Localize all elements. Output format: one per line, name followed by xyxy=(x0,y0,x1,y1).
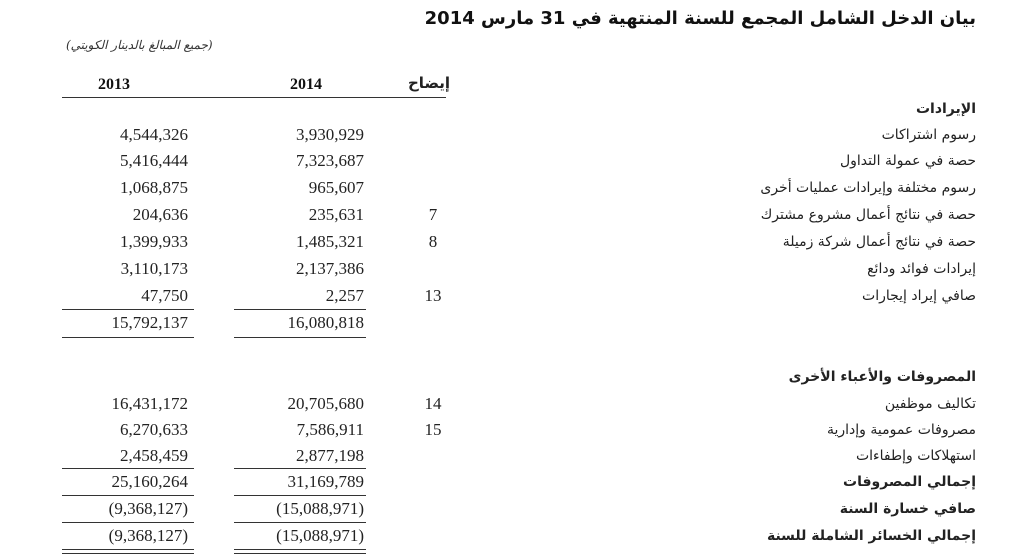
note-ref: 14 xyxy=(424,394,442,413)
total-2014: (15,088,971) xyxy=(276,526,364,545)
currency-note: (جميع المبالغ بالدينار الكويتي) xyxy=(66,38,213,52)
table-row xyxy=(0,443,1024,469)
section-revenues xyxy=(0,96,1024,122)
value-2013: 6,270,633 xyxy=(120,420,188,439)
table-row xyxy=(0,283,1024,309)
row-label: صافي إيراد إيجارات xyxy=(862,288,976,304)
row-label: تكاليف موظفين xyxy=(884,396,976,412)
revenue-total-2013: 15,792,137 xyxy=(111,313,188,332)
value-2014: 2,257 xyxy=(325,286,364,305)
revenue-total-row xyxy=(0,310,1024,336)
double-rule-2013 xyxy=(62,549,194,554)
total-row xyxy=(0,496,1024,522)
total-label: إجمالي الخسائر الشاملة للسنة xyxy=(766,528,976,544)
value-2013: 47,750 xyxy=(141,286,188,305)
row-label: إيرادات فوائد ودائع xyxy=(867,261,976,277)
table-row xyxy=(0,148,1024,174)
row-label: مصروفات عمومية وإدارية xyxy=(826,422,976,438)
value-2013: 16,431,172 xyxy=(111,394,188,413)
value-2014: 3,930,929 xyxy=(296,125,364,144)
row-label: حصة في عمولة التداول xyxy=(839,153,976,169)
row-label: رسوم مختلفة وإيرادات عمليات أخرى xyxy=(760,180,976,196)
total-row xyxy=(0,523,1024,549)
header-2013: 2013 xyxy=(98,76,130,93)
total-rule-2013 xyxy=(62,337,194,338)
table-row xyxy=(0,229,1024,255)
double-rule-2014 xyxy=(234,549,366,554)
table-row xyxy=(0,391,1024,417)
table-row xyxy=(0,122,1024,148)
note-ref: 7 xyxy=(428,205,438,224)
header-2014: 2014 xyxy=(290,76,322,93)
total-row xyxy=(0,469,1024,495)
total-2013: (9,368,127) xyxy=(108,526,188,545)
value-2013: 1,399,933 xyxy=(120,232,188,251)
section-expenses-label: المصروفات والأعباء الأخرى xyxy=(788,369,976,385)
note-ref: 15 xyxy=(424,420,442,439)
total-2013: (9,368,127) xyxy=(108,499,188,518)
revenue-total-2014: 16,080,818 xyxy=(287,313,364,332)
value-2013: 5,416,444 xyxy=(120,151,188,170)
value-2013: 3,110,173 xyxy=(120,259,188,278)
value-2013: 1,068,875 xyxy=(120,178,188,197)
section-expenses xyxy=(0,364,1024,390)
value-2013: 2,458,459 xyxy=(120,446,188,465)
row-label: حصة في نتائج أعمال شركة زميلة xyxy=(782,234,976,250)
table-row xyxy=(0,175,1024,201)
value-2014: 965,607 xyxy=(308,178,364,197)
value-2014: 2,877,198 xyxy=(296,446,364,465)
value-2014: 2,137,386 xyxy=(296,259,364,278)
total-2014: 31,169,789 xyxy=(287,472,364,491)
total-2014: (15,088,971) xyxy=(276,499,364,518)
value-2013: 204,636 xyxy=(132,205,188,224)
note-ref: 8 xyxy=(428,232,438,251)
table-row xyxy=(0,417,1024,443)
total-label: إجمالي المصروفات xyxy=(843,474,976,490)
total-label: صافي خسارة السنة xyxy=(839,501,976,517)
total-rule-2014 xyxy=(234,337,366,338)
row-label: حصة في نتائج أعمال مشروع مشترك xyxy=(760,207,976,223)
row-label: رسوم اشتراكات xyxy=(881,127,976,143)
table-row xyxy=(0,256,1024,282)
value-2014: 7,586,911 xyxy=(296,420,364,439)
value-2013: 4,544,326 xyxy=(120,125,188,144)
value-2014: 20,705,680 xyxy=(287,394,364,413)
value-2014: 235,631 xyxy=(308,205,364,224)
value-2014: 1,485,321 xyxy=(296,232,364,251)
section-revenues-label: الإيرادات xyxy=(915,101,976,117)
statement-title: بيان الدخل الشامل المجمع للسنة المنتهية في 31 مارس 2014 xyxy=(424,8,976,29)
total-2013: 25,160,264 xyxy=(111,472,188,491)
row-label: استهلاكات وإطفاءات xyxy=(855,448,976,464)
note-ref: 13 xyxy=(424,286,442,305)
value-2014: 7,323,687 xyxy=(296,151,364,170)
table-row xyxy=(0,202,1024,228)
header-note: إيضاح xyxy=(408,74,450,92)
